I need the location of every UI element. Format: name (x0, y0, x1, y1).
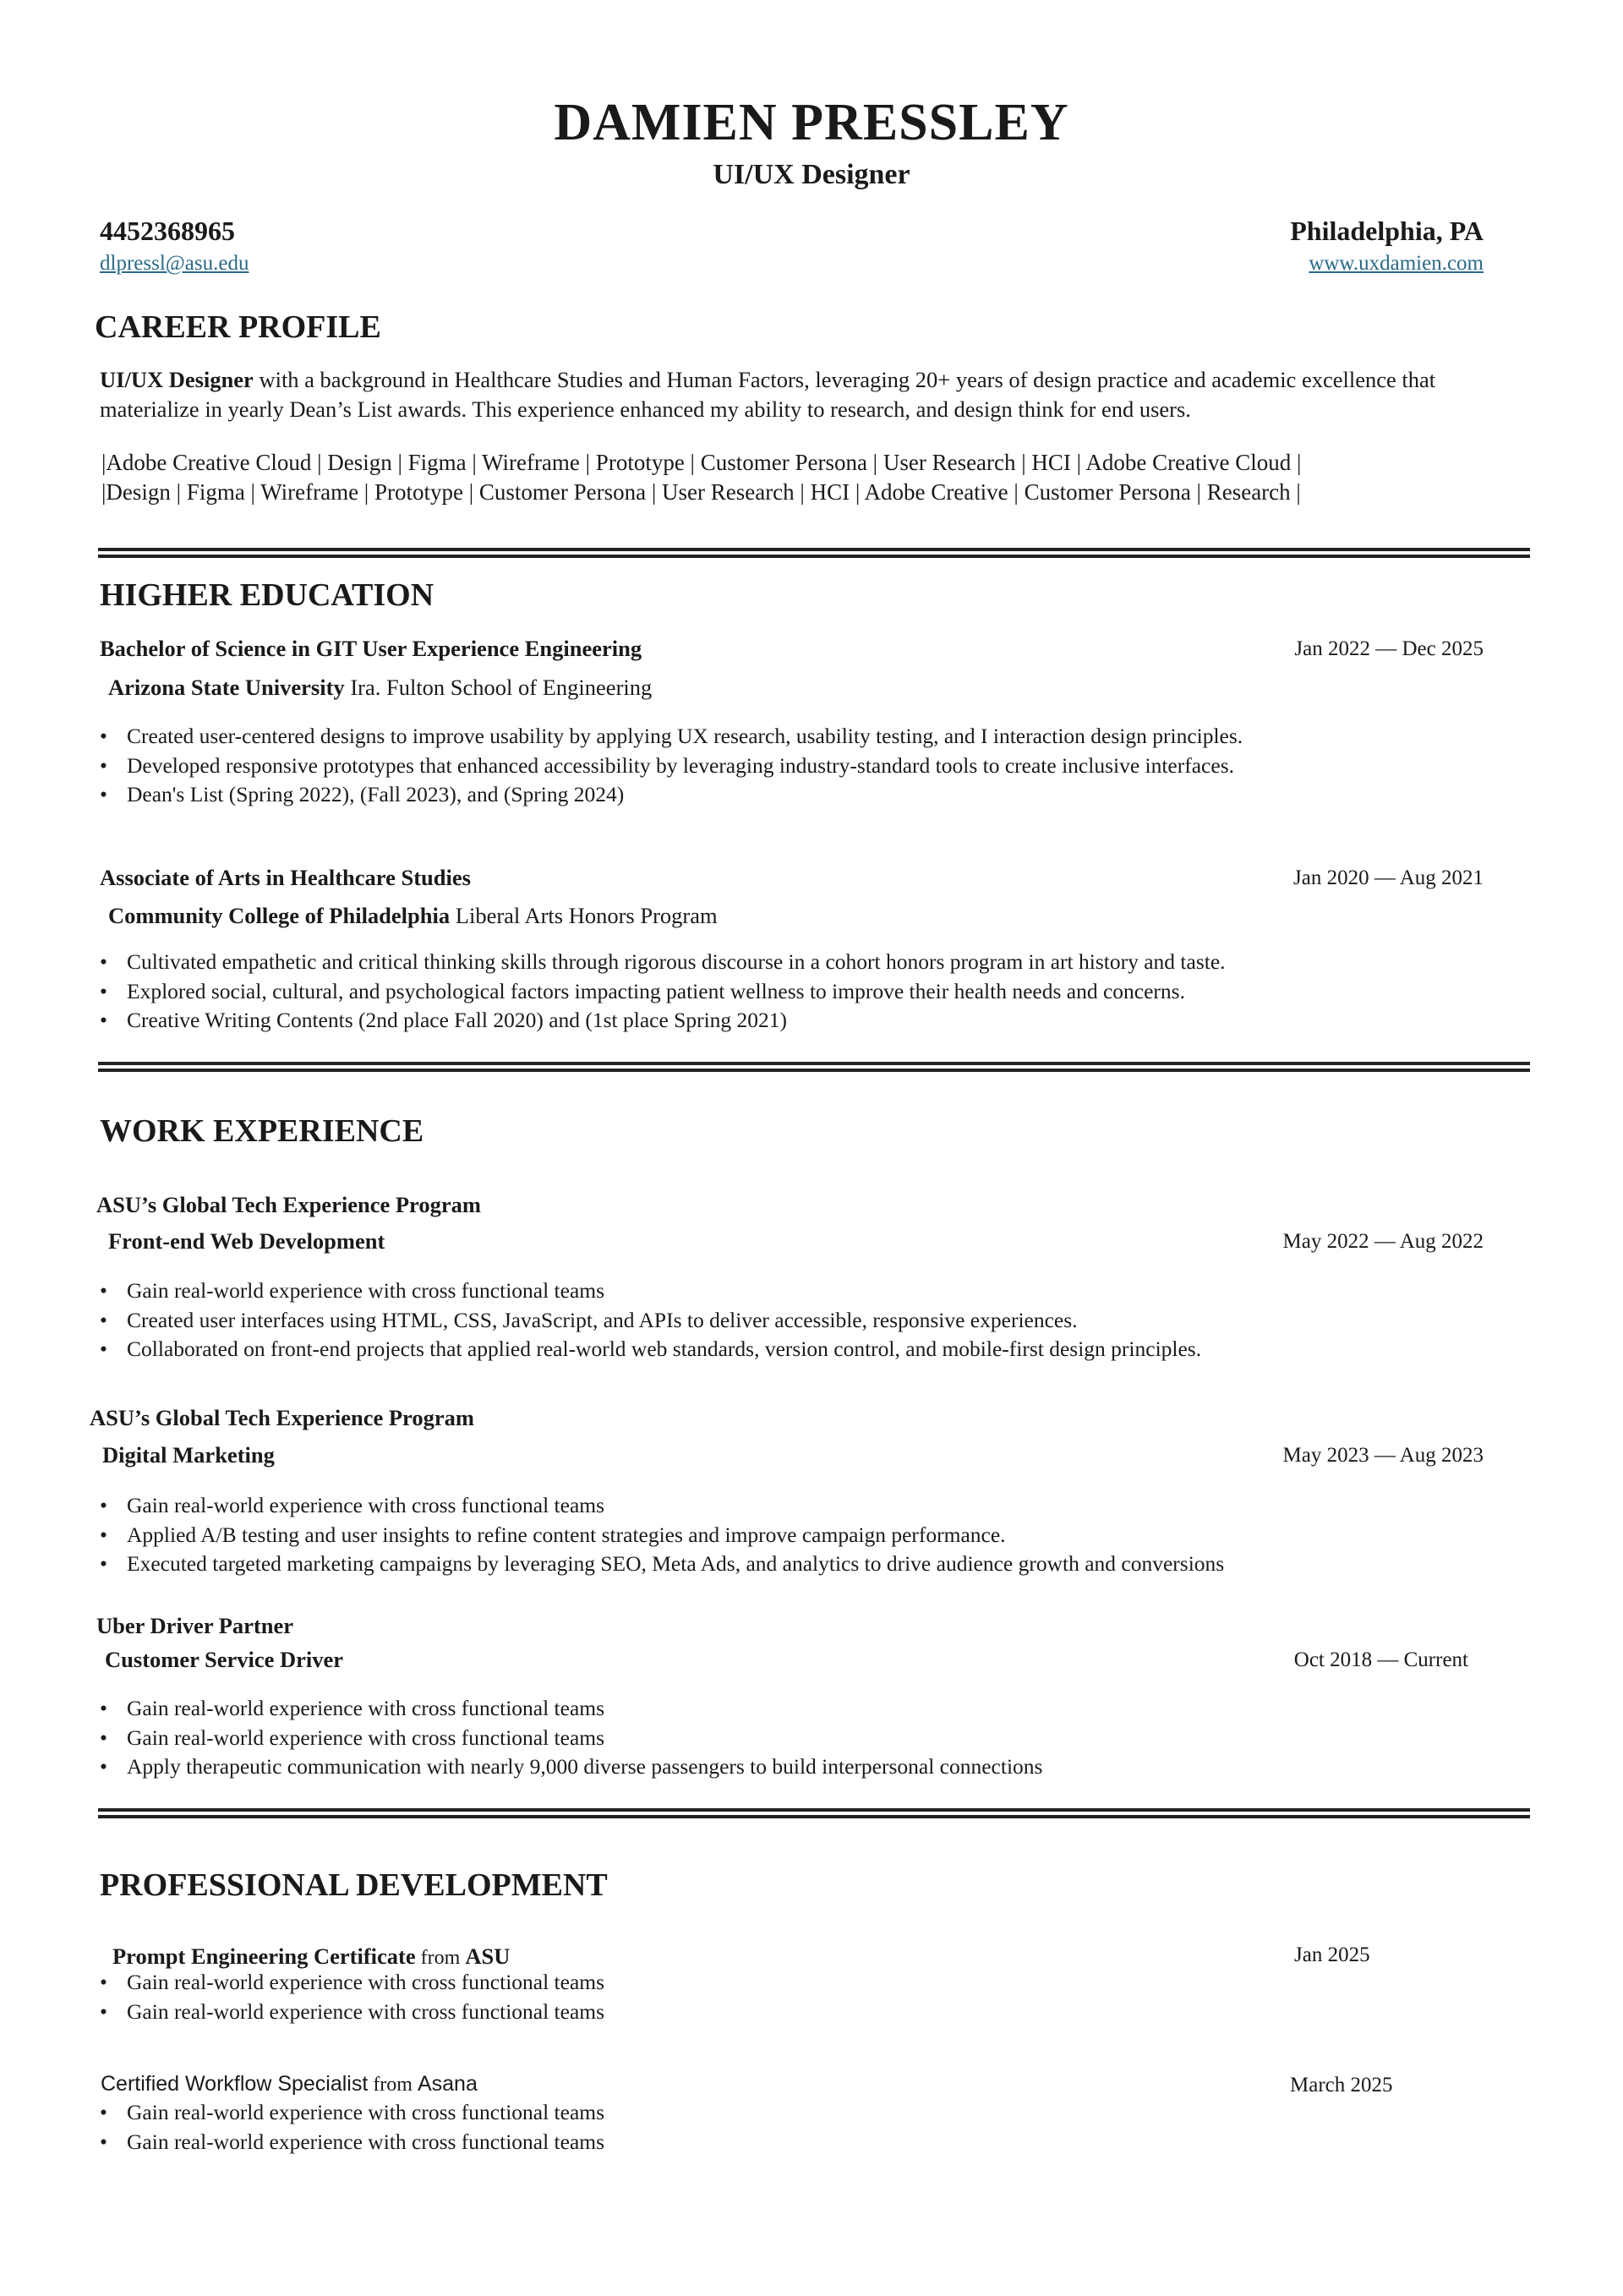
cert-name: Prompt Engineering Certificate (112, 1943, 416, 1969)
list-item: • Created user-centered designs to improve usability by applying UX research, usability testing, and I interaction design principles. (100, 722, 1243, 752)
list-item: • Gain real-world experience with cross functional teams (100, 1724, 1042, 1753)
cert-dates: March 2025 (1290, 2074, 1393, 2096)
cert-dates: Jan 2025 (1294, 1943, 1370, 1966)
work-org: Uber Driver Partner (96, 1613, 294, 1638)
school-name: Community College of Philadelphia (108, 903, 451, 928)
school-line (108, 901, 718, 931)
cert-from: from (368, 2074, 418, 2096)
skills-line: |Design | Figma | Wireframe | Prototype | Customer Persona | User Research | HCI | Adobe Creative | Customer Persona | Research | (101, 479, 1301, 505)
school-name: Arizona State University (108, 675, 345, 700)
work-position: Front-end Web Development (108, 1228, 385, 1254)
work-position: Digital Marketing (102, 1442, 275, 1468)
website-link[interactable]: www.uxdamien.com (1309, 252, 1484, 275)
work-org: ASU’s Global Tech Experience Program (96, 1192, 481, 1217)
list-item: • Developed responsive prototypes that enhanced accessibility by leveraging industry-standard tools to create inclusive interfaces. (100, 752, 1243, 781)
degree-title: Associate of Arts in Healthcare Studies (100, 865, 471, 890)
candidate-name: DAMIEN PRESSLEY (554, 94, 1069, 151)
skills-line: |Adobe Creative Cloud | Design | Figma | Wireframe | Prototype | Customer Persona | User Research | HCI | Adobe Creative Cloud | (101, 450, 1302, 475)
list-item: • Gain real-world experience with cross functional teams (100, 1694, 1042, 1724)
skills-list (101, 448, 1301, 507)
list-item: • Created user interfaces using HTML, CSS, JavaScript, and APIs to deliver accessible, responsive experiences. (100, 1306, 1201, 1336)
list-item: • Gain real-world experience with cross functional teams (100, 2098, 604, 2128)
work-dates: May 2022 — Aug 2022 (1282, 1230, 1484, 1253)
school-detail: Liberal Arts Honors Program (450, 903, 718, 928)
work-bullets (100, 1491, 1224, 1579)
list-item: • Creative Writing Contents (2nd place Fall 2020) and (1st place Spring 2021) (100, 1006, 1226, 1036)
education-dates: Jan 2020 — Aug 2021 (1293, 866, 1484, 889)
profile-lead: UI/UX Designer (100, 367, 254, 392)
list-item: • Cultivated empathetic and critical thinking skills through rigorous discourse in a cohort honors program in art history and taste. (100, 948, 1226, 977)
list-item: • Dean's List (Spring 2022), (Fall 2023), and (Spring 2024) (100, 780, 1243, 810)
career-profile-heading: CAREER PROFILE (95, 309, 381, 345)
section-divider (98, 548, 1530, 558)
school-line (108, 673, 652, 702)
work-position: Customer Service Driver (105, 1647, 344, 1672)
location: Philadelphia, PA (1290, 216, 1484, 246)
section-divider (98, 1062, 1530, 1072)
work-dates: May 2023 — Aug 2023 (1282, 1444, 1484, 1467)
cert-bullets (100, 1968, 604, 2026)
degree-title: Bachelor of Science in GIT User Experience Engineering (100, 636, 642, 661)
work-dates: Oct 2018 — Current (1293, 1648, 1468, 1671)
education-dates: Jan 2022 — Dec 2025 (1294, 637, 1484, 660)
list-item: • Apply therapeutic communication with nearly 9,000 diverse passengers to build interpersonal connections (100, 1752, 1042, 1782)
profile-text: with a background in Healthcare Studies and Human Factors, leveraging 20+ years of design practice and academic excellence that (253, 367, 1436, 392)
development-heading: PROFESSIONAL DEVELOPMENT (100, 1867, 608, 1903)
list-item: • Executed targeted marketing campaigns by leveraging SEO, Meta Ads, and analytics to drive audience growth and conversions (100, 1550, 1224, 1579)
education-bullets (100, 948, 1226, 1036)
candidate-role: UI/UX Designer (713, 159, 910, 190)
work-org: ASU’s Global Tech Experience Program (90, 1405, 474, 1430)
education-heading: HIGHER EDUCATION (100, 577, 434, 613)
profile-text-line1 (100, 365, 1435, 395)
list-item: • Gain real-world experience with cross functional teams (100, 2128, 604, 2157)
list-item: • Applied A/B testing and user insights to refine content strategies and improve campaign performance. (100, 1521, 1224, 1550)
phone-number: 4452368965 (100, 216, 235, 246)
education-bullets (100, 722, 1243, 810)
profile-text-line2: materialize in yearly Dean’s List awards. This experience enhanced my ability to research, and design think for end users. (100, 396, 1191, 422)
cert-issuer: ASU (465, 1943, 511, 1969)
work-bullets (100, 1276, 1201, 1364)
list-item: • Collaborated on front-end projects that applied real-world web standards, version control, and mobile-first design principles. (100, 1335, 1201, 1364)
school-detail: Ira. Fulton School of Engineering (344, 675, 653, 700)
cert-name: Certified Workflow Specialist (101, 2072, 369, 2096)
section-divider (98, 1808, 1530, 1818)
email-link[interactable]: dlpressl@asu.edu (100, 252, 249, 275)
list-item: • Gain real-world experience with cross functional teams (100, 1968, 604, 1998)
cert-line (101, 2072, 478, 2096)
work-heading: WORK EXPERIENCE (100, 1113, 424, 1149)
cert-from: from (415, 1947, 466, 1969)
work-bullets (100, 1694, 1042, 1782)
cert-bullets (100, 2098, 604, 2157)
list-item: • Explored social, cultural, and psychological factors impacting patient wellness to improve their health needs and concerns. (100, 977, 1226, 1007)
list-item: • Gain real-world experience with cross functional teams (100, 1998, 604, 2027)
list-item: • Gain real-world experience with cross functional teams (100, 1276, 1201, 1306)
list-item: • Gain real-world experience with cross functional teams (100, 1491, 1224, 1521)
cert-issuer: Asana (417, 2072, 478, 2096)
